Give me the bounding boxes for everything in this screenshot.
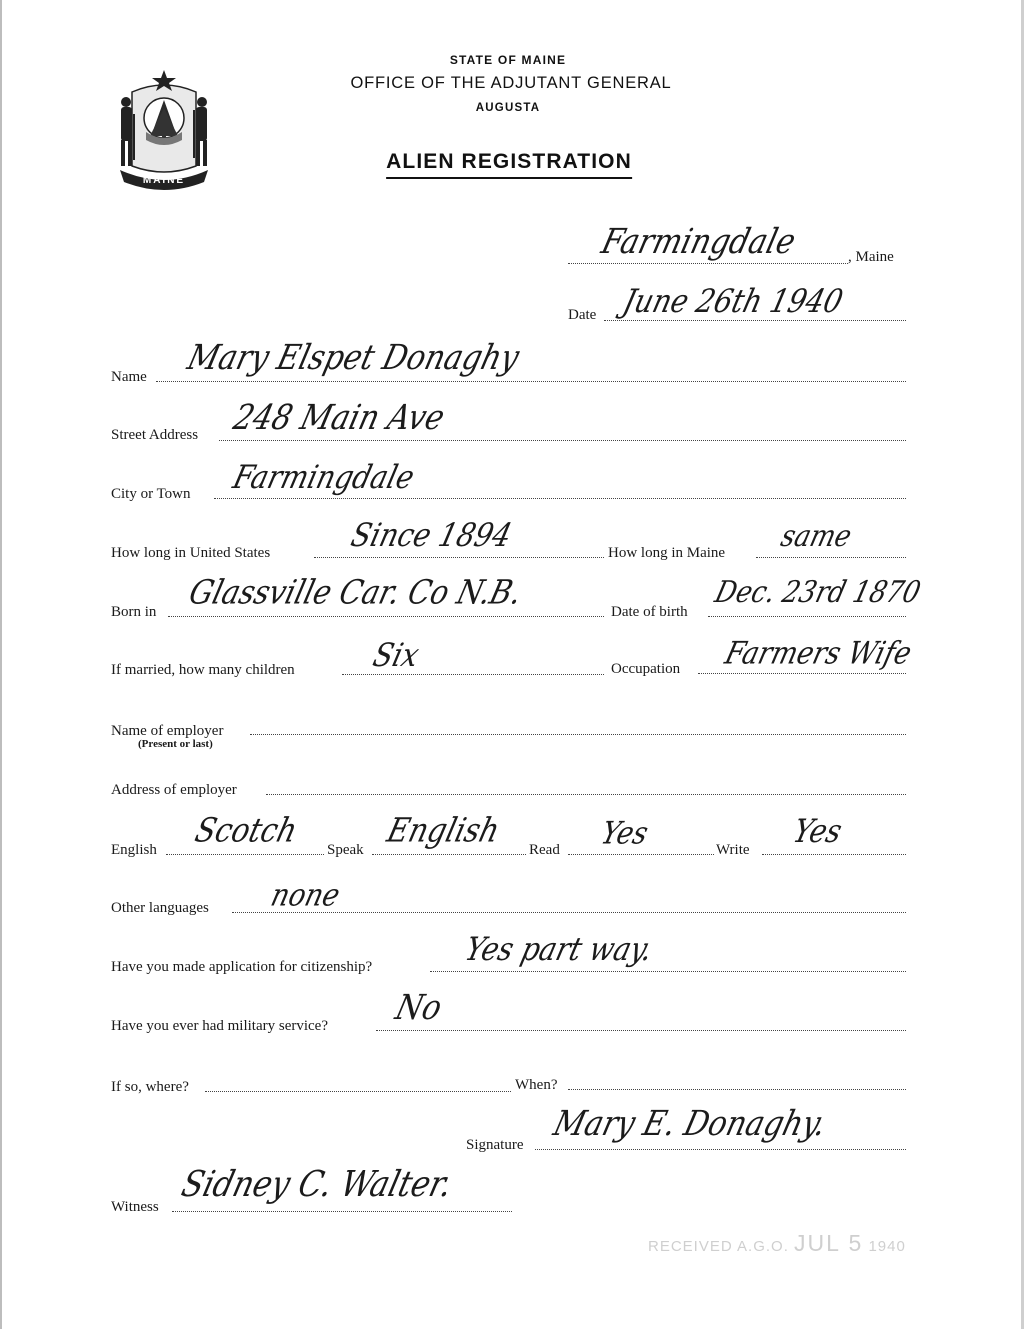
- how-long-maine-line: [756, 557, 906, 558]
- read-line: [568, 854, 714, 855]
- city-or-town-label: City or Town: [111, 486, 191, 502]
- occupation-line: [698, 673, 906, 674]
- date-of-birth-label: Date of birth: [611, 604, 688, 620]
- how-long-maine-value[interactable]: same: [777, 519, 855, 555]
- other-languages-value[interactable]: none: [267, 877, 344, 914]
- english-label: English: [111, 842, 157, 858]
- stamp-year: 1940: [868, 1238, 906, 1255]
- children-value[interactable]: Six: [369, 636, 423, 675]
- speak-label: Speak: [327, 842, 364, 858]
- citizenship-label: Have you made application for citizenship?: [111, 959, 373, 975]
- how-long-us-value[interactable]: Since 1894: [347, 516, 516, 555]
- write-line: [762, 854, 906, 855]
- citizenship-line: [430, 971, 906, 972]
- speak-value[interactable]: English: [383, 810, 504, 850]
- header-office: OFFICE OF THE ADJUTANT GENERAL: [350, 74, 672, 92]
- how-long-us-line: [314, 557, 604, 558]
- employer-name-sublabel: (Present or last): [138, 738, 213, 750]
- occupation-label: Occupation: [611, 661, 681, 677]
- witness-value[interactable]: Sidney C. Walter.: [177, 1163, 457, 1206]
- how-long-us-label: How long in United States: [111, 545, 271, 561]
- street-address-line: [219, 440, 906, 441]
- military-label: Have you ever had military service?: [111, 1018, 328, 1034]
- date-label: Date: [568, 307, 597, 323]
- stamp-month-day: JUL 5: [794, 1230, 864, 1256]
- speak-line: [372, 854, 526, 855]
- military-line: [376, 1030, 906, 1031]
- street-address-value[interactable]: 248 Main Ave: [229, 398, 449, 439]
- employer-name-label: Name of employer: [111, 723, 224, 739]
- born-in-line: [168, 616, 604, 617]
- stamp-prefix: RECEIVED A.G.O.: [648, 1238, 789, 1255]
- where-label: If so, where?: [111, 1079, 189, 1095]
- signature-label: Signature: [466, 1137, 524, 1153]
- read-value[interactable]: Yes: [597, 815, 652, 852]
- born-in-value[interactable]: Glassville Car. Co N.B.: [185, 572, 526, 612]
- place-line: [568, 263, 848, 264]
- english-value[interactable]: Scotch: [191, 810, 302, 850]
- form-title: ALIEN REGISTRATION: [386, 150, 632, 179]
- how-long-maine-label: How long in Maine: [608, 545, 726, 561]
- witness-line: [172, 1211, 512, 1212]
- read-label: Read: [529, 842, 560, 858]
- header-city: AUGUSTA: [475, 102, 541, 114]
- received-stamp: [648, 1230, 906, 1257]
- name-line: [156, 381, 906, 382]
- place-value[interactable]: Farmingdale: [597, 222, 800, 263]
- city-or-town-line: [214, 498, 906, 499]
- children-label: If married, how many children: [111, 662, 295, 678]
- when-line: [568, 1089, 906, 1090]
- english-line: [166, 854, 324, 855]
- maine-state-seal: [112, 66, 216, 192]
- write-label: Write: [716, 842, 750, 858]
- street-address-label: Street Address: [111, 427, 199, 443]
- signature-value[interactable]: Mary E. Donaghy.: [549, 1104, 831, 1145]
- other-languages-label: Other languages: [111, 900, 209, 916]
- employer-address-label: Address of employer: [111, 782, 237, 798]
- born-in-label: Born in: [111, 604, 157, 620]
- date-value[interactable]: June 26th 1940: [619, 282, 847, 321]
- signature-line: [535, 1149, 906, 1150]
- when-label: When?: [515, 1077, 558, 1093]
- header-state: STATE OF MAINE: [449, 53, 567, 67]
- place-label: , Maine: [848, 249, 894, 265]
- write-value[interactable]: Yes: [789, 812, 846, 851]
- city-or-town-value[interactable]: Farmingdale: [229, 458, 419, 497]
- date-of-birth-value[interactable]: Dec. 23rd 1870: [711, 575, 924, 611]
- military-value[interactable]: No: [391, 988, 446, 1029]
- occupation-value[interactable]: Farmers Wife: [721, 635, 916, 672]
- name-value[interactable]: Mary Elspet Donaghy: [183, 338, 524, 379]
- seal-banner-text: MAINE: [142, 175, 186, 186]
- date-of-birth-line: [708, 616, 906, 617]
- name-label: Name: [111, 369, 147, 385]
- where-line: [205, 1091, 511, 1092]
- witness-label: Witness: [111, 1199, 159, 1215]
- employer-address-line: [266, 794, 906, 795]
- citizenship-value[interactable]: Yes part way.: [461, 930, 657, 969]
- employer-name-line: [250, 734, 906, 735]
